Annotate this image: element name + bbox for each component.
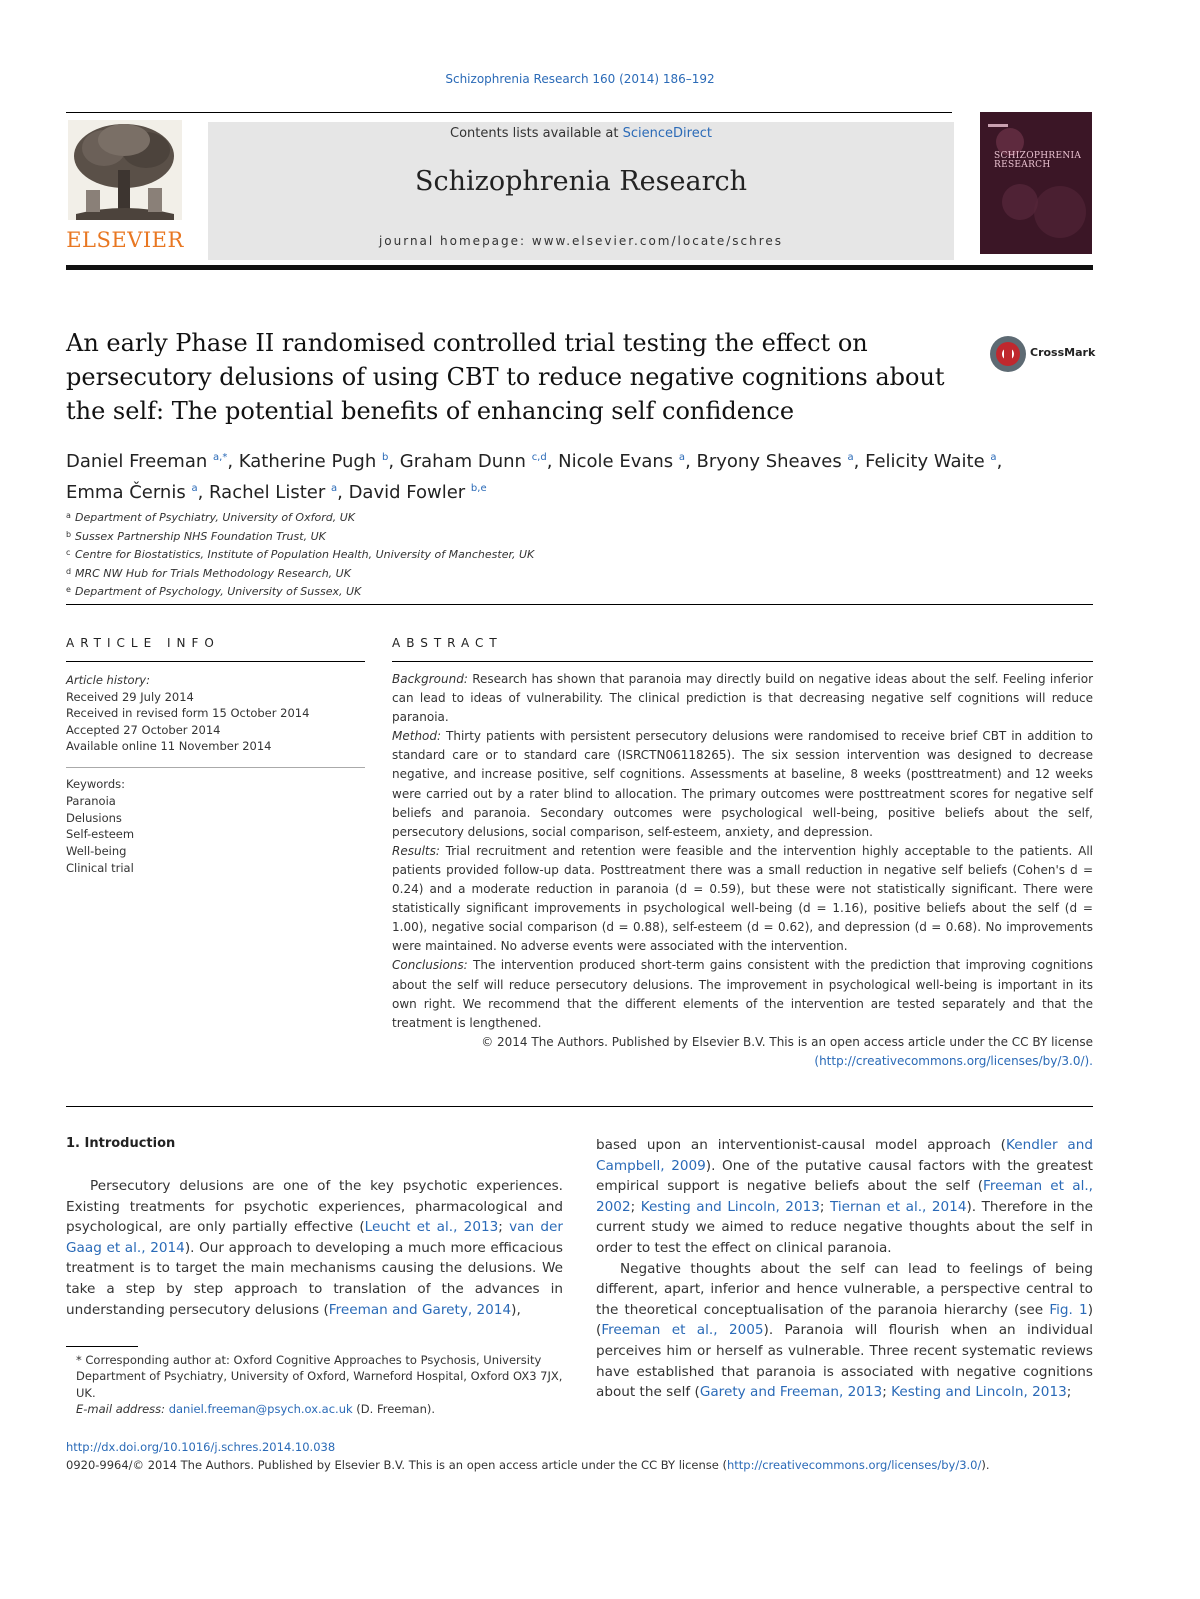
section-rule (66, 604, 1093, 605)
article-info-rule (66, 661, 365, 662)
citation-link[interactable]: Freeman et al., 2005 (601, 1322, 764, 1339)
author[interactable]: Rachel Lister $^a$ (209, 482, 338, 503)
journal-cover[interactable] (980, 112, 1092, 254)
abstract-heading: ABSTRACT (392, 636, 503, 650)
keyword: Self-esteem (66, 827, 135, 842)
license-link[interactable]: (http://creativecommons.org/licenses/by/3.0/). (814, 1053, 1093, 1068)
author[interactable]: Nicole Evans $^a$ (558, 451, 686, 472)
citation-link[interactable]: Freeman and Garety, 2014 (328, 1301, 512, 1318)
intro-paragraph (596, 1259, 1093, 1403)
abstract-conclusions: Conclusions: The intervention produced short-term gains consistent with the prediction that improving cognitions about the self will reduce persecutory delusions. The improvement in psychological well-being is important in its own right. We recommend that the different elements of the intervention are tested separately and that the treatment is lengthened. (392, 958, 1093, 1030)
journal-title: Schizophrenia Research (414, 166, 748, 197)
top-rule (66, 112, 952, 113)
intro-left-column (66, 1176, 563, 1320)
author[interactable]: Katherine Pugh $^b$ (238, 451, 389, 472)
author[interactable]: Bryony Sheaves $^a$ (696, 451, 854, 472)
citation-link[interactable]: Kesting and Lincoln, 2013 (640, 1198, 820, 1215)
email-link[interactable]: daniel.freeman@psych.ox.ac.uk (168, 1401, 353, 1416)
paragraph-text: based upon an interventionist-causal model approach ( (596, 1137, 1006, 1153)
cover-art (980, 112, 1092, 254)
abstract-copyright: © 2014 The Authors. Published by Elsevier B.V. This is an open access article under the CC BY license (http://creativecommons.org/licenses/by/3.0/). (481, 1034, 1093, 1068)
affiliation: d MRC NW Hub for Trials Methodology Research, UK (66, 566, 351, 580)
keyword: Paranoia (66, 793, 116, 808)
email-label: E-mail address: (76, 1401, 169, 1416)
article-info-heading: ARTICLE INFO (66, 636, 220, 650)
abstract-method: Method: Thirty patients with persistent persecutory delusions were randomised to receive brief CBT in addition to standard care or to standard care (ISRCTN06118265). The six session intervention was designed to decrease negative, and increase positive, self cognitions. Assessments at baseline, 8 weeks (posttreatment) and 12 weeks were carried out by a rater blind to allocation. The primary outcomes were posttreatment scores for negative self beliefs and paranoia. Secondary outcomes were psychological well-being, positive beliefs about the self, persecutory delusions, social comparison, self-esteem, anxiety, and depression. (392, 729, 1093, 839)
abstract-rule (392, 661, 1093, 662)
paragraph-text: ). Our approach to developing a much more efficacious treatment is to target the main mechanisms causing the delusions. We take a step by step approach to translation of the advances in understanding persecutory delusions ( (66, 1239, 563, 1318)
issn-license-link[interactable]: http://creativecommons.org/licenses/by/3.0/ (727, 1458, 982, 1472)
affiliations (66, 508, 766, 601)
history-item: Received in revised form 15 October 2014 (66, 706, 310, 720)
citation-link[interactable]: Freeman et al., 2002 (596, 1178, 1093, 1215)
author[interactable]: David Fowler $^{b,e}$ (348, 482, 487, 503)
sciencedirect-link[interactable]: ScienceDirect (622, 126, 712, 141)
introduction-heading: 1. Introduction (66, 1136, 176, 1151)
publisher-wordmark: ELSEVIER (66, 228, 184, 252)
crossmark-icon (988, 334, 1028, 374)
intro-paragraph (66, 1176, 563, 1320)
paragraph-text: ; (882, 1384, 892, 1401)
paragraph-text: ; (630, 1198, 641, 1215)
keyword: Clinical trial (66, 860, 134, 875)
footnote-text: Corresponding author at: Oxford Cognitive Approaches to Psychosis, University Department of Psychiatry, University of Oxford, Warneford Hospital, Oxford OX3 7JX, UK. (76, 1353, 563, 1400)
abstract-bottom-rule (66, 1106, 1093, 1107)
author[interactable]: Graham Dunn $^{c,d}$ (399, 451, 547, 472)
affiliation: b Sussex Partnership NHS Foundation Trust, UK (66, 529, 326, 543)
intro-right-column (596, 1135, 1093, 1403)
citation-link[interactable]: Kesting and Lincoln, 2013 (891, 1384, 1067, 1401)
article-title: An early Phase II randomised controlled trial testing the effect on persecutory delusions of using CBT to reduce negative cognitions about the self: The potential benefits of enhancing self confidence (66, 329, 945, 425)
header-rule (66, 265, 1093, 270)
abstract-results: Results: Trial recruitment and retention were feasible and the intervention highly acceptable to the patients. All patients provided follow-up data. Posttreatment there was a small reduction in negative self beliefs (Cohen's d = 0.24) and a moderate reduction in paranoia (d = 0.59), but these were not statistically significant. There were statistically significant improvements in psychological well-being (d = 1.16), positive beliefs about the self (d = 1.00), negative social comparison (d = 0.88), self-esteem (d = 0.62), and depression (d = 0.68). No improvements were maintained. No adverse events were associated with the intervention. (392, 843, 1093, 954)
cover-title: SCHIZOPHRENIA RESEARCH (994, 151, 1082, 170)
author[interactable]: Felicity Waite $^a$ (865, 451, 997, 472)
paragraph-text: ), (511, 1301, 521, 1318)
author[interactable]: Daniel Freeman $^{a,*}$ (66, 451, 228, 472)
citation-link[interactable]: van der Gaag et al., 2014 (66, 1219, 563, 1256)
keywords-label: Keywords: (66, 777, 125, 791)
history-item: Received 29 July 2014 (66, 689, 194, 704)
citation-link[interactable]: Kendler and Campbell, 2009 (596, 1137, 1093, 1174)
journal-homepage[interactable]: journal homepage: www.elsevier.com/locate/schres (378, 234, 784, 248)
doi-link[interactable]: http://dx.doi.org/10.1016/j.schres.2014.10.038 (66, 1440, 336, 1454)
paragraph-text: ; (498, 1219, 510, 1236)
affiliation: c Centre for Biostatistics, Institute of Population Health, University of Manchester, UK (66, 548, 535, 561)
citation-link[interactable]: Garety and Freeman, 2013 (699, 1384, 883, 1401)
keyword: Delusions (66, 810, 122, 825)
affiliation: a Department of Psychiatry, University of Oxford, UK (66, 511, 355, 524)
author[interactable]: Emma Černis $^a$ (66, 482, 198, 503)
keyword: Well-being (66, 844, 127, 859)
intro-paragraph (596, 1135, 1093, 1259)
author-list: Daniel Freeman $^{a,*}$, Katherine Pugh $^b$, Graham Dunn $^{c,d}$, Nicole Evans $^a$, Bryony Sheaves $^a$, Felicity Waite $^a$, Emma Černis $^a$, Rachel Lister $^a$, David Fowler $^{b,e}$ (66, 451, 1003, 503)
contents-prefix: Contents lists available at (450, 126, 623, 141)
footnote-rule (66, 1346, 138, 1347)
history-item: Accepted 27 October 2014 (66, 722, 221, 737)
paragraph-text: ). Paranoia will flourish when an individual perceives him or herself as vulnerable. Three recent systematic reviews have established that paranoia is associated with negative cognitions about the self ( (596, 1322, 1093, 1401)
paragraph-text: ) ( (596, 1301, 1093, 1339)
footnote-mark: * (76, 1353, 82, 1367)
keywords-rule (66, 767, 365, 768)
paragraph-text: Negative thoughts about the self can lead to feelings of being different, apart, inferior and hence vulnerable, a perspective central to the theoretical conceptualisation of the paranoia hierarchy (see (596, 1260, 1093, 1318)
abstract-background: Background: Research has shown that paranoia may directly build on negative ideas about the self. Feeling inferior can lead to ideas of vulnerability. The clinical prediction is that decreasing negative self cognitions will reduce paranoia. (392, 672, 1093, 725)
corresponding-author-footnote: * Corresponding author at: Oxford Cognitive Approaches to Psychosis, University Department of Psychiatry, University of Oxford, Warneford Hospital, Oxford OX3 7JX, UK. E-mail address: daniel.freeman@psych.ox.ac.uk (D. Freeman). (76, 1353, 563, 1416)
journal-citation[interactable]: Schizophrenia Research 160 (2014) 186–192 (445, 72, 715, 86)
abstract-body (392, 670, 1093, 1071)
article-history (66, 672, 366, 755)
citation-link[interactable]: Tiernan et al., 2014 (829, 1198, 967, 1215)
paragraph-text: ). Therefore in the current study we aimed to reduce negative thoughts about the self in order to test the effect on clinical paranoia. (596, 1198, 1094, 1256)
paragraph-text: ; (1066, 1384, 1072, 1401)
keywords (66, 776, 366, 877)
history-label: Article history: (66, 673, 150, 687)
elsevier-logo[interactable] (66, 118, 184, 256)
citation-link[interactable]: Fig. 1 (1049, 1301, 1088, 1318)
paragraph-text: ). One of the putative causal factors with the greatest empirical support is negative beliefs about the self ( (596, 1157, 1093, 1195)
contents-line (208, 126, 954, 141)
paragraph-text: Persecutory delusions are one of the key psychotic experiences. Existing treatments for psychotic experiences, pharmacological and psychological, are only partially effective ( (66, 1178, 563, 1236)
crossmark-label: CrossMark (1030, 346, 1096, 359)
paragraph-text: ; (819, 1198, 830, 1215)
history-item: Available online 11 November 2014 (66, 739, 272, 753)
issn-line: 0920-9964/© 2014 The Authors. Published by Elsevier B.V. This is an open access article under the CC BY license (http://creativecommons.org/licenses/by/3.0/). (66, 1458, 990, 1472)
journal-banner (208, 122, 954, 260)
citation-link[interactable]: Leucht et al., 2013 (364, 1219, 499, 1236)
affiliation: e Department of Psychology, University of Sussex, UK (66, 585, 362, 598)
